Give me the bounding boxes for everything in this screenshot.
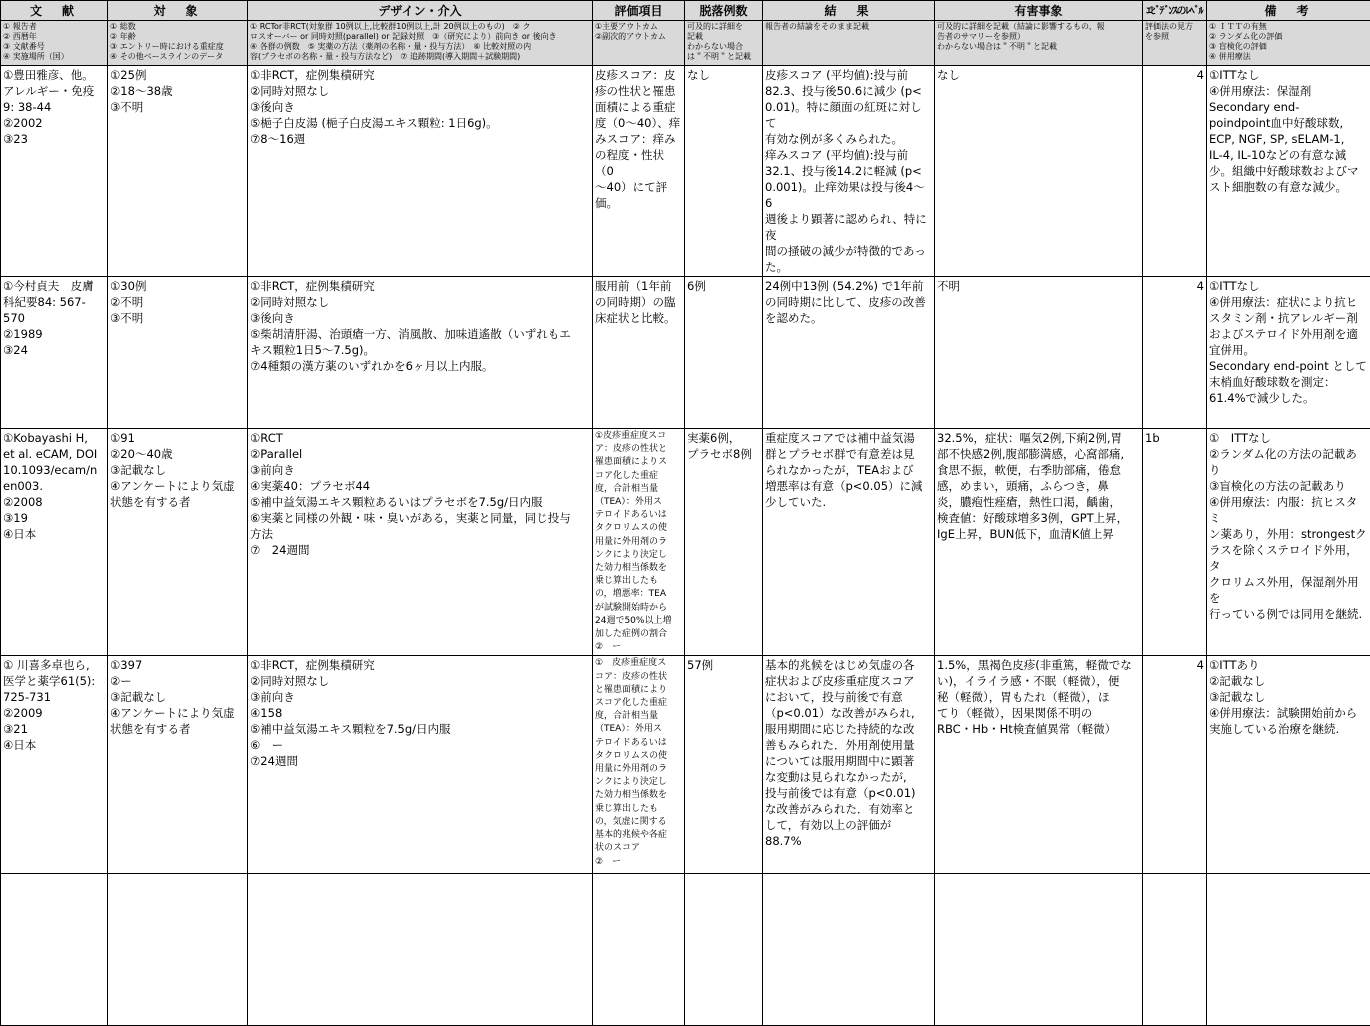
empty-cell (935, 874, 1143, 1026)
cell-line: 1b (1145, 430, 1204, 446)
cell-results (763, 277, 935, 429)
cell-results (763, 429, 935, 656)
cell-line: ⑤柴胡清肝湯、治頭瘡一方、消風散、加味逍遙散（いずれもエ (250, 326, 590, 342)
empty-cell (1, 874, 108, 1026)
cell-line: テロイドあるいは (595, 509, 682, 522)
cell-line: ④併用療法：内服：抗ヒスタミ (1209, 494, 1368, 526)
table-row (1, 429, 1370, 656)
cell-line: 10.1093/ecam/n (3, 462, 105, 478)
cell-line: ④アンケートにより気虚 (110, 478, 245, 494)
cell-line: IL-4, IL-10などの有意な減 (1209, 147, 1368, 163)
col-header-dropouts: 脱落例数 (685, 1, 763, 21)
cell-line: IgE上昇，BUN低下，血清K値上昇 (937, 526, 1140, 542)
empty-cell (763, 874, 935, 1026)
cell-line: た効力相当係数を (595, 562, 682, 575)
cell-line: ③不明 (110, 310, 245, 326)
cell-line: てり（軽微），因果関係不明の (937, 705, 1140, 721)
cell-line: 61.4%で減少した。 (1209, 390, 1368, 406)
cell-line: ⑦24週間 (250, 753, 590, 769)
cell-line: ③前向き (250, 462, 590, 478)
cell-evidence-level (1143, 66, 1207, 277)
cell-adverse-events (935, 66, 1143, 277)
cell-line: 570 (3, 310, 105, 326)
cell-line: ① 皮疹重症度ス (595, 657, 682, 670)
cell-design (248, 429, 593, 656)
cell-line: ①非RCT，症例集積研究 (250, 657, 590, 673)
cell-line: ① 総数 (110, 22, 245, 32)
cell-line: 評価法の見方 (1145, 22, 1204, 32)
cell-line: 度，合計相当量 (595, 710, 682, 723)
cell-line: ①397 (110, 657, 245, 673)
cell-line: ① RCTor非RCT(対象群 10例以上,比較群10例以上,計 20例以上のもの) ② ク (250, 22, 590, 32)
cell-line: 度（0～40）、痒 (595, 115, 682, 131)
cell-line: を参照 (1145, 32, 1204, 42)
cell-line: 88.7% (765, 833, 932, 849)
cell-line: ③24 (3, 342, 105, 358)
cell-line: において，投与前後で有意 (765, 689, 932, 705)
cell-line: 炎，膿疱性痤瘡，熱性口渇，齲歯， (937, 494, 1140, 510)
cell-adverse-events (935, 656, 1143, 874)
cell-evidence-level (1143, 429, 1207, 656)
cell-line: タクロリムスの使 (595, 522, 682, 535)
cell-line: 6例 (687, 278, 760, 294)
cell-outcomes (593, 66, 685, 277)
cell-line: 状態を有する者 (110, 494, 245, 510)
empty-cell (1143, 874, 1207, 1026)
cell-line: タクロリムスの使 (595, 750, 682, 763)
cell-line: ② ー (595, 641, 682, 654)
cell-line: 秘（軽微），胃もたれ（軽微），ほ (937, 689, 1140, 705)
col-header-reference: 文 献 (1, 1, 108, 21)
cell-notes (1207, 277, 1370, 429)
cell-line: コア化した重症 (595, 470, 682, 483)
cell-line: 24例中13例 (54.2%) で1年前 (765, 278, 932, 294)
cell-line: 基本的兆候をはじめ気虚の各 (765, 657, 932, 673)
cell-line: 用量に外用剤のラ (595, 536, 682, 549)
cell-line: 4 (1145, 657, 1204, 673)
cell-line: 週後より顕著に認められ、特に夜 (765, 211, 932, 243)
cell-line: ③ 盲検化の評価 (1209, 42, 1368, 52)
cell-line: ②Parallel (250, 446, 590, 462)
cell-line: ④ 併用療法 (1209, 52, 1368, 62)
cell-line: ③後向き (250, 310, 590, 326)
cell-line: ③19 (3, 510, 105, 526)
table-row (1, 656, 1370, 874)
cell-line: 24週で50%以上増 (595, 615, 682, 628)
subheader-evidence-level (1143, 21, 1207, 66)
cell-line: RBC・Hb・Ht検査値異常（軽微） (937, 721, 1140, 737)
cell-design (248, 277, 593, 429)
cell-line: ④併用療法：試験開始前から (1209, 705, 1368, 721)
cell-line: キス顆粒1日5～7.5g)。 (250, 342, 590, 358)
cell-line: ⑤梔子白皮湯 (梔子白皮湯エキス顆粒: 1日6g)。 (250, 115, 590, 131)
cell-line: ⑥ ー (250, 737, 590, 753)
cell-line: みスコア：痒み (595, 131, 682, 147)
cell-line: られなかったが，TEAおよび (765, 462, 932, 478)
cell-line: ④ 各群の例数 ⑤ 実薬の方法（薬剤の名称・量・投与方法） ⑥ 比較対照の内 (250, 42, 590, 52)
cell-line: ② 西暦年 (3, 32, 105, 42)
cell-line: ② ー (595, 856, 682, 869)
cell-line: の程度・性状（0 (595, 147, 682, 179)
cell-line: ②ー (110, 673, 245, 689)
cell-line: 実施している治療を継続. (1209, 721, 1368, 737)
cell-line: 告者のサマリーを参照） (937, 32, 1140, 42)
cell-line: ④日本 (3, 526, 105, 542)
cell-line: ① 報告者 (3, 22, 105, 32)
cell-line: な改善がみられた．有効率と (765, 801, 932, 817)
cell-line: 皮疹スコア (平均値):投与前 (765, 67, 932, 83)
cell-line: 57例 (687, 657, 760, 673)
cell-line: 不明 (937, 278, 1140, 294)
cell-line: 感，めまい，頭痛，ふらつき，鼻 (937, 478, 1140, 494)
cell-line: 82.3、投与後50.6に減少 (p< (765, 83, 932, 99)
cell-line: ②2002 (3, 115, 105, 131)
cell-line: の同時期）の臨 (595, 294, 682, 310)
cell-line: た効力相当係数を (595, 789, 682, 802)
col-header-notes: 備 考 (1207, 1, 1370, 21)
cell-line: ①25例 (110, 67, 245, 83)
cell-line: プラセボ8例 (687, 446, 760, 462)
cell-line: 可及的に詳細を (687, 22, 760, 32)
cell-line: ⑤補中益気湯エキス顆粒を7.5g/日内服 (250, 721, 590, 737)
cell-line: ①30例 (110, 278, 245, 294)
cell-notes (1207, 656, 1370, 874)
cell-line: 9: 38-44 (3, 99, 105, 115)
cell-line: ④実薬40：プラセボ44 (250, 478, 590, 494)
cell-line: わからない場合 (687, 42, 760, 52)
cell-line: 投与前後では有意（p<0.01) (765, 785, 932, 801)
subheader-design (248, 21, 593, 66)
cell-line: 面積による重症 (595, 99, 682, 115)
cell-line: 医学と薬学61(5): (3, 673, 105, 689)
cell-line: 価。 (595, 195, 682, 211)
cell-line: と罹患面積により (595, 684, 682, 697)
cell-line: 検査値：好酸球増多3例，GPT上昇， (937, 510, 1140, 526)
cell-line: い)，イライラ感・不眠（軽微），便 (937, 673, 1140, 689)
cell-line: 疹の性状と罹患 (595, 83, 682, 99)
cell-line: ③不明 (110, 99, 245, 115)
cell-line: ① ＩＴＴの有無 (1209, 22, 1368, 32)
cell-line: ン薬あり，外用：strongestク (1209, 526, 1368, 542)
cell-line: およびステロイド外用剤を適 (1209, 326, 1368, 342)
cell-line: 状態を有する者 (110, 721, 245, 737)
cell-line: アレルギー・免疫 (3, 83, 105, 99)
cell-line: ④ その他ベースラインのデータ (110, 52, 245, 62)
cell-line: 末梢血好酸球数を測定： (1209, 374, 1368, 390)
cell-line: 基本的兆候や各症 (595, 829, 682, 842)
cell-line: 0.001)。止痒効果は投与後4～6 (765, 179, 932, 211)
subheader-dropouts (685, 21, 763, 66)
empty-cell (593, 874, 685, 1026)
cell-line: ①皮疹重症度スコ (595, 430, 682, 443)
cell-line: ②同時対照なし (250, 83, 590, 99)
cell-line: ②不明 (110, 294, 245, 310)
cell-line: 間の掻破の減少が特徴的であっ (765, 243, 932, 259)
cell-line: ①ITTなし (1209, 278, 1368, 294)
cell-line: ④併用療法：保湿剤 (1209, 83, 1368, 99)
subheader-adverse-events (935, 21, 1143, 66)
cell-line: の同時期に比して、皮疹の改善 (765, 294, 932, 310)
cell-results (763, 66, 935, 277)
cell-results (763, 656, 935, 874)
cell-evidence-level (1143, 656, 1207, 874)
cell-line: ア：皮疹の性状と (595, 443, 682, 456)
cell-line: 32.1、投与後14.2に軽減 (p< (765, 163, 932, 179)
cell-line: 記載 (687, 32, 760, 42)
cell-line: を認めた。 (765, 310, 932, 326)
cell-line: ②同時対照なし (250, 673, 590, 689)
cell-dropouts (685, 277, 763, 429)
cell-subjects (108, 66, 248, 277)
cell-subjects (108, 429, 248, 656)
cell-line: 有効な例が多くみられた。 (765, 131, 932, 147)
cell-line: ① ITTなし (1209, 430, 1368, 446)
col-header-adverse-events: 有害事象 (935, 1, 1143, 21)
cell-line: ②2009 (3, 705, 105, 721)
cell-line: は＂不明＂と記載 (687, 52, 760, 62)
cell-line: ②同時対照なし (250, 294, 590, 310)
cell-subjects (108, 277, 248, 429)
cell-line: ①ITTなし (1209, 67, 1368, 83)
cell-line: ②副次的アウトカム (595, 32, 682, 42)
cell-line: et al. eCAM, DOI (3, 446, 105, 462)
cell-line: ② ランダム化の評価 (1209, 32, 1368, 42)
cell-line: 症状および皮疹重症度スコア (765, 673, 932, 689)
cell-line: ンクにより決定し (595, 776, 682, 789)
cell-line: ①Kobayashi H, (3, 430, 105, 446)
cell-line: テロイドあるいは (595, 737, 682, 750)
subheader-results (763, 21, 935, 66)
cell-outcomes (593, 277, 685, 429)
subheader-row (1, 21, 1370, 66)
cell-line: 度，合計相当量 (595, 483, 682, 496)
cell-line: 善もみられた．外用剤使用量 (765, 737, 932, 753)
cell-adverse-events (935, 277, 1143, 429)
cell-line: ①RCT (250, 430, 590, 446)
cell-line: 増悪率は有意（p<0.05）に減 (765, 478, 932, 494)
cell-line: 群とプラセボ群で有意差は見 (765, 446, 932, 462)
cell-line: ③記載なし (110, 689, 245, 705)
empty-cell (248, 874, 593, 1026)
cell-line: 1.5%，黒褐色皮疹(非重篤，軽微でな (937, 657, 1140, 673)
cell-line: ②18～38歳 (110, 83, 245, 99)
table-row (1, 66, 1370, 277)
cell-line: ①91 (110, 430, 245, 446)
cell-line: 4 (1145, 67, 1204, 83)
cell-line: 少。組織中好酸球数およびマ (1209, 163, 1368, 179)
cell-line: スタミン剤・抗アレルギー剤 (1209, 310, 1368, 326)
cell-line: ③後向き (250, 99, 590, 115)
cell-line: ラスを除くステロイド外用，タ (1209, 542, 1368, 574)
cell-line: （TEA）：外用ス (595, 723, 682, 736)
empty-cell (1207, 874, 1370, 1026)
cell-notes (1207, 66, 1370, 277)
cell-line: en003. (3, 478, 105, 494)
empty-table-row (1, 874, 1370, 1026)
cell-line: 725-731 (3, 689, 105, 705)
cell-reference (1, 277, 108, 429)
col-header-results: 結 果 (763, 1, 935, 21)
cell-reference (1, 656, 108, 874)
cell-reference (1, 429, 108, 656)
cell-line: ⑦ 24週間 (250, 542, 590, 558)
cell-line: 状のスコア (595, 842, 682, 855)
cell-line: ③記載なし (110, 462, 245, 478)
cell-line: （TEA）：外用ス (595, 496, 682, 509)
cell-line: コア：皮疹の性状 (595, 671, 682, 684)
cell-line: ③ 文献番号 (3, 42, 105, 52)
cell-line: ンクにより決定し (595, 549, 682, 562)
cell-line: わからない場合は＂不明＂と記載 (937, 42, 1140, 52)
cell-line: 重症度スコアでは補中益気湯 (765, 430, 932, 446)
col-header-design: デザイン・介入 (248, 1, 593, 21)
cell-line: して，有効以上の評価が (765, 817, 932, 833)
cell-line: 報告者の結論をそのまま記載 (765, 22, 932, 32)
cell-line: の，気虚に関する (595, 816, 682, 829)
cell-line: スコア化した重症 (595, 697, 682, 710)
header-row (1, 1, 1370, 21)
cell-line: 服用期間に応じた持続的な改 (765, 721, 932, 737)
cell-line: ③前向き (250, 689, 590, 705)
cell-line: ④ 実施場所（国） (3, 52, 105, 62)
cell-line: ①豊田雅彦、他。 (3, 67, 105, 83)
cell-line: 32.5%，症状：嘔気2例,下痢2例,胃 (937, 430, 1140, 446)
cell-line: ②2008 (3, 494, 105, 510)
cell-line: ④併用療法：症状により抗ヒ (1209, 294, 1368, 310)
cell-line: poindpoint血中好酸球数, (1209, 115, 1368, 131)
cell-line: ①非RCT，症例集積研究 (250, 278, 590, 294)
cell-dropouts (685, 656, 763, 874)
col-header-subjects: 対 象 (108, 1, 248, 21)
cell-line: ①非RCT，症例集積研究 (250, 67, 590, 83)
subheader-subjects (108, 21, 248, 66)
cell-line: ⑥実薬と同様の外観・味・臭いがある，実薬と同量，同じ投与 (250, 510, 590, 526)
cell-line: なし (937, 67, 1140, 83)
cell-line: 乗じ算出したも (595, 575, 682, 588)
cell-line: 可及的に詳細を記載（結論に影響するもの、報 (937, 22, 1140, 32)
cell-line: 科紀要84: 567- (3, 294, 105, 310)
cell-line: 用量に外用剤のラ (595, 763, 682, 776)
cell-line: 乗じ算出したも (595, 803, 682, 816)
cell-line: ②1989 (3, 326, 105, 342)
empty-cell (108, 874, 248, 1026)
cell-line: ③ エントリー時における重症度 (110, 42, 245, 52)
cell-line: ECP, NGF, SP, sELAM-1, (1209, 131, 1368, 147)
cell-line: （p<0.01）な改善がみられ, (765, 705, 932, 721)
cell-line: 実薬6例， (687, 430, 760, 446)
col-header-outcomes: 評価項目 (593, 1, 685, 21)
cell-outcomes (593, 429, 685, 656)
cell-design (248, 656, 593, 874)
cell-line: ⑦8～16週 (250, 131, 590, 147)
cell-line: クロリムス外用，保湿剤外用を (1209, 574, 1368, 606)
cell-line: た。 (765, 259, 932, 275)
cell-line: ③23 (3, 131, 105, 147)
cell-line: Secondary end-point として (1209, 358, 1368, 374)
cell-line: Secondary end- (1209, 99, 1368, 115)
col-header-evidence-level: ｴﾋﾞﾃﾞﾝｽのﾚﾍﾞﾙ (1143, 1, 1207, 21)
cell-line: ①ITTあり (1209, 657, 1368, 673)
cell-line: ①主要アウトカム (595, 22, 682, 32)
cell-design (248, 66, 593, 277)
cell-line: 服用前（1年前 (595, 278, 682, 294)
cell-line: ②20～40歳 (110, 446, 245, 462)
cell-line: ④158 (250, 705, 590, 721)
cell-line: 宜併用。 (1209, 342, 1368, 358)
cell-line: 罹患面積によりス (595, 456, 682, 469)
cell-line: 4 (1145, 278, 1204, 294)
cell-line: の，増悪率：TEA (595, 588, 682, 601)
cell-line: ① 川喜多卓也ら, (3, 657, 105, 673)
cell-line: 少していた. (765, 494, 932, 510)
cell-line: ③盲検化の方法の記載あり (1209, 478, 1368, 494)
cell-line: ②ランダム化の方法の記載あり (1209, 446, 1368, 478)
table-row (1, 277, 1370, 429)
cell-outcomes (593, 656, 685, 874)
cell-line: ⑤補中益気湯エキス顆粒あるいはプラセボを7.5g/日内服 (250, 494, 590, 510)
empty-cell (685, 874, 763, 1026)
cell-line: 方法 (250, 526, 590, 542)
cell-adverse-events (935, 429, 1143, 656)
cell-reference (1, 66, 108, 277)
cell-line: ④アンケートにより気虚 (110, 705, 245, 721)
cell-line: 0.01)。特に顔面の紅斑に対して (765, 99, 932, 131)
cell-line: スト細胞数の有意な減少。 (1209, 179, 1368, 195)
cell-line: については服用期間中に顕著 (765, 753, 932, 769)
cell-line: ④日本 (3, 737, 105, 753)
cell-line: 部不快感2例,腹部膨満感，心窩部痛, (937, 446, 1140, 462)
cell-line: が試験開始時から (595, 602, 682, 615)
subheader-notes (1207, 21, 1370, 66)
cell-line: ② 年齢 (110, 32, 245, 42)
cell-line: ①今村貞夫 皮膚 (3, 278, 105, 294)
cell-line: 加した症例の割合 (595, 628, 682, 641)
cell-line: 床症状と比較。 (595, 310, 682, 326)
cell-notes (1207, 429, 1370, 656)
cell-line: 皮疹スコア：皮 (595, 67, 682, 83)
cell-line: な変動は見られなかったが, (765, 769, 932, 785)
cell-line: 痒みスコア (平均値):投与前 (765, 147, 932, 163)
cell-line: ⑦4種類の漢方薬のいずれかを6ヶ月以上内服。 (250, 358, 590, 374)
cell-evidence-level (1143, 277, 1207, 429)
cell-line: 行っている例では同用を継続. (1209, 606, 1368, 622)
cell-line: ②記載なし (1209, 673, 1368, 689)
cell-subjects (108, 656, 248, 874)
cell-line: 食思不振，軟便，右季肋部痛，倦怠 (937, 462, 1140, 478)
cell-line: 容(プラセボの名称・量・投与方法など) ⑦ 追跡期間(導入期間＋試験期間) (250, 52, 590, 62)
cell-line: なし (687, 67, 760, 83)
cell-line: ロスオーバー or 同時対照(parallel) or 記録対照 ③（研究により）前向き or 後向き (250, 32, 590, 42)
subheader-reference (1, 21, 108, 66)
cell-line: ③記載なし (1209, 689, 1368, 705)
cell-dropouts (685, 429, 763, 656)
cell-line: ～40）にて評 (595, 179, 682, 195)
cell-line: ③21 (3, 721, 105, 737)
subheader-outcomes (593, 21, 685, 66)
cell-dropouts (685, 66, 763, 277)
